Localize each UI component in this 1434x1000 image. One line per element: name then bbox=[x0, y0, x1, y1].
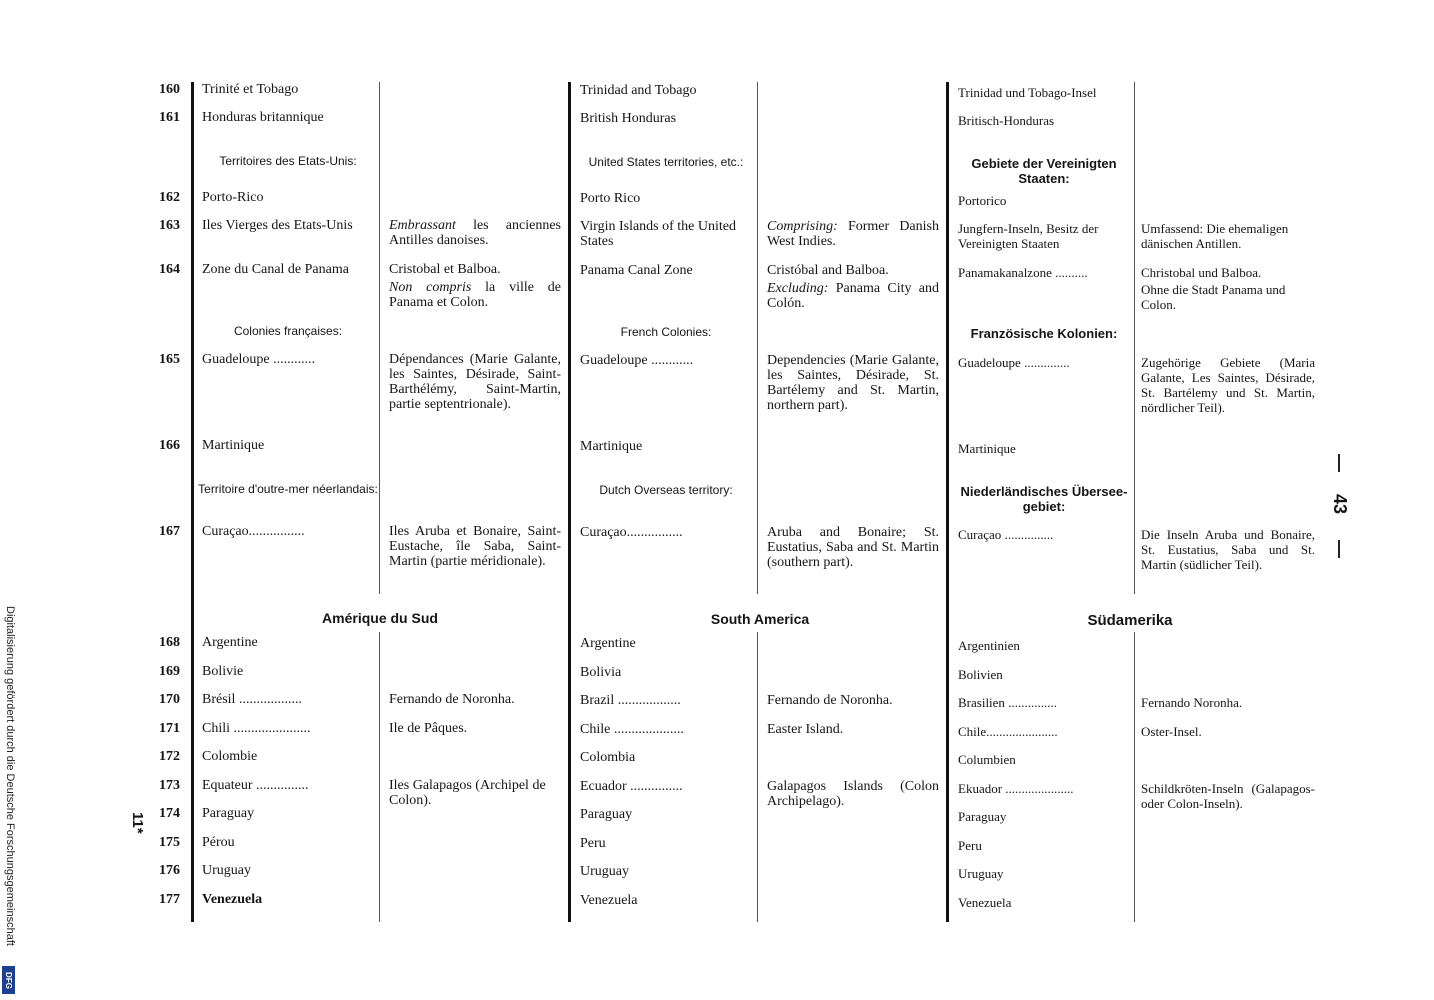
note-text: Former Danish West Indies. bbox=[767, 219, 939, 249]
note-emphasis: Excluding: bbox=[767, 281, 829, 296]
row-number: 162 bbox=[159, 190, 180, 205]
country-en: Ecuador ............... bbox=[580, 779, 683, 794]
section-heading-en: French Colonies: bbox=[620, 325, 712, 339]
country-en-text: Curaçao bbox=[580, 525, 627, 540]
country-fr: Zone du Canal de Panama bbox=[202, 262, 349, 277]
signature-mark: 11* bbox=[129, 812, 146, 834]
country-de: Chile...................... bbox=[958, 724, 1058, 739]
column-rule-en-left bbox=[568, 82, 571, 922]
note-fr: Iles Aruba et Bonaire, Saint-Eustache, île Saba, Saint-Martin (partie méridionale). bbox=[389, 524, 561, 569]
country-fr: Bolivie bbox=[202, 664, 244, 679]
note-en: Easter Island. bbox=[767, 722, 844, 737]
note-en: Cristóbal and Balboa. bbox=[767, 263, 889, 278]
country-fr: Paraguay bbox=[202, 806, 255, 821]
country-fr: Colombie bbox=[202, 749, 258, 764]
country-en-text: Ecuador bbox=[580, 779, 627, 794]
country-en: Trinidad and Tobago bbox=[580, 83, 697, 98]
column-rule-fr-left bbox=[191, 82, 194, 922]
country-de: Brasilien ............... bbox=[958, 695, 1057, 710]
country-de: Martinique bbox=[958, 441, 1016, 456]
country-en: Chile .................... bbox=[580, 722, 684, 737]
country-fr: Curaçao................ bbox=[202, 524, 305, 539]
note-text: les anciennes Antilles danoises. bbox=[389, 218, 561, 248]
region-heading-de: Südamerika bbox=[1087, 612, 1173, 629]
note-fr bbox=[389, 218, 561, 248]
row-number: 160 bbox=[159, 82, 180, 97]
row-number: 173 bbox=[159, 778, 180, 793]
country-en: Uruguay bbox=[580, 864, 629, 879]
country-en: Panama Canal Zone bbox=[580, 263, 693, 278]
page-number-rule-bottom bbox=[1338, 540, 1340, 558]
country-de: Portorico bbox=[958, 193, 1007, 208]
note-en: Dependencies (Marie Galante, les Saintes, Désirade, St. Bartélemy and St. Martin, northern part). bbox=[767, 353, 939, 413]
country-fr: Pérou bbox=[202, 835, 235, 850]
country-fr: Trinité et Tobago bbox=[202, 82, 299, 97]
note-fr: Iles Galapagos (Archipel de Colon). bbox=[389, 778, 546, 808]
country-en: Peru bbox=[580, 836, 606, 851]
country-fr: Martinique bbox=[202, 438, 265, 453]
country-en: Colombia bbox=[580, 750, 636, 765]
country-de: Jungfern-Inseln, Besitz der Vereinigten Staaten bbox=[958, 221, 1099, 251]
column-rule-de-notes-lower bbox=[1134, 632, 1135, 922]
note-text: la ville de Panama et Colon. bbox=[389, 280, 562, 310]
note-de: Zugehörige Gebiete (Maria Galante, Les Saintes, Désirade, St. Bartélemy und St. Martin, nördlicher Teil). bbox=[1141, 355, 1315, 415]
country-fr: Porto-Rico bbox=[202, 190, 264, 205]
note-en: Fernando de Noronha. bbox=[767, 693, 893, 708]
note-fr: Ile de Pâques. bbox=[389, 721, 468, 736]
country-fr: Chili ...................... bbox=[202, 721, 311, 736]
country-fr: Uruguay bbox=[202, 863, 251, 878]
note-de: Schildkröten-Inseln (Galapagos- oder Colon-Inseln). bbox=[1141, 781, 1315, 811]
note-fr: Cristobal et Balboa. bbox=[389, 262, 501, 277]
country-fr: Argentine bbox=[202, 635, 258, 650]
row-number: 164 bbox=[159, 262, 180, 277]
country-en: Guadeloupe ............ bbox=[580, 353, 694, 368]
note-de-exclusion: Ohne die Stadt Panama und Colon. bbox=[1141, 282, 1286, 312]
country-en: Venezuela bbox=[580, 893, 638, 908]
country-en: British Honduras bbox=[580, 111, 677, 126]
column-rule-fr-notes-lower bbox=[379, 632, 380, 922]
note-en bbox=[767, 219, 939, 249]
note-fr: Fernando de Noronha. bbox=[389, 692, 515, 707]
country-fr-text: Chili bbox=[202, 721, 231, 736]
column-rule-fr-notes bbox=[379, 82, 380, 594]
row-number: 170 bbox=[159, 692, 180, 707]
row-number: 174 bbox=[159, 806, 180, 821]
column-rule-de-left bbox=[946, 82, 949, 922]
note-fr: Dépendances (Marie Galante, les Saintes, Désirade, Saint-Barthélémy, Saint-Martin, partie septentrionale). bbox=[389, 352, 561, 412]
country-de: Venezuela bbox=[958, 895, 1012, 910]
country-de-text: Chile bbox=[958, 724, 987, 739]
country-fr: Equateur ............... bbox=[202, 778, 309, 793]
row-number: 169 bbox=[159, 664, 180, 679]
country-de: Curaçao ............... bbox=[958, 527, 1054, 542]
section-heading-de: Französische Kolonien: bbox=[970, 326, 1118, 341]
note-de: Christobal und Balboa. bbox=[1141, 265, 1262, 280]
country-fr: Brésil .................. bbox=[202, 692, 302, 707]
country-de-text: Guadeloupe bbox=[958, 355, 1021, 370]
country-de: Ekuador ..................... bbox=[958, 781, 1074, 796]
section-heading-fr: Colonies françaises: bbox=[233, 324, 343, 338]
country-en-text: Chile bbox=[580, 722, 611, 737]
note-emphasis: Non compris bbox=[389, 280, 472, 295]
country-de-text: Ekuador bbox=[958, 781, 1003, 796]
note-emphasis: Comprising: bbox=[767, 219, 838, 234]
column-rule-en-notes-lower bbox=[757, 632, 758, 922]
country-en: Virgin Islands of the United States bbox=[580, 219, 736, 249]
column-rule-de-notes bbox=[1134, 82, 1135, 594]
note-de: Fernando Noronha. bbox=[1141, 695, 1243, 710]
row-number: 167 bbox=[159, 524, 180, 539]
page-number: 43 bbox=[1330, 494, 1350, 515]
dfg-logo bbox=[2, 966, 15, 994]
country-de-text: Curaçao bbox=[958, 527, 1002, 542]
country-de: Trinidad und Tobago-Insel bbox=[958, 85, 1097, 100]
country-en: Bolivia bbox=[580, 665, 622, 680]
row-number: 166 bbox=[159, 438, 180, 453]
row-number: 161 bbox=[159, 110, 180, 125]
digitization-note: Digitalisierung gefördert durch die Deutsche Forschungsgemeinschaft bbox=[4, 606, 16, 946]
note-emphasis: Embrassant bbox=[389, 218, 456, 233]
country-fr-text: Curaçao bbox=[202, 524, 249, 539]
note-en-exclusion bbox=[767, 281, 939, 311]
country-en: Curaçao................ bbox=[580, 525, 683, 540]
row-number: 175 bbox=[159, 835, 180, 850]
country-fr-text: Equateur bbox=[202, 778, 253, 793]
column-rule-en-notes bbox=[757, 82, 758, 594]
note-de: Umfassend: Die ehemaligen dänischen Antillen. bbox=[1141, 221, 1289, 251]
country-de: Britisch-Honduras bbox=[958, 113, 1055, 128]
row-number: 163 bbox=[159, 218, 180, 233]
row-number: 177 bbox=[159, 892, 180, 907]
country-en: Porto Rico bbox=[580, 191, 641, 206]
section-heading-de: Gebiete der Vereinigten Staaten: bbox=[971, 156, 1117, 186]
page-number-rule-top bbox=[1338, 454, 1340, 472]
country-de: Peru bbox=[958, 838, 982, 853]
country-en-text: Brazil bbox=[580, 693, 615, 708]
row-number: 172 bbox=[159, 749, 180, 764]
country-de-text: Panamakanalzone bbox=[958, 265, 1052, 280]
note-en: Galapagos Islands (Colon Archipelago). bbox=[767, 779, 939, 809]
country-de: Guadeloupe .............. bbox=[958, 355, 1070, 370]
country-fr-text: Guadeloupe bbox=[202, 352, 270, 367]
row-number: 168 bbox=[159, 635, 180, 650]
section-heading-en: Dutch Overseas territory: bbox=[599, 483, 733, 497]
country-en: Martinique bbox=[580, 439, 643, 454]
row-number: 176 bbox=[159, 863, 180, 878]
country-de: Columbien bbox=[958, 752, 1016, 767]
dfg-logo-text: DFG bbox=[4, 971, 14, 989]
note-text: Panama City and Colón. bbox=[767, 281, 939, 311]
section-heading-de: Niederländisches Übersee-gebiet: bbox=[960, 484, 1128, 514]
country-en: Paraguay bbox=[580, 807, 633, 822]
country-de: Panamakanalzone .......... bbox=[958, 265, 1088, 280]
country-en-text: Guadeloupe bbox=[580, 353, 648, 368]
note-en: Aruba and Bonaire; St. Eustatius, Saba and St. Martin (southern part). bbox=[767, 525, 939, 570]
section-heading-fr: Territoire d'outre-mer néerlandais: bbox=[198, 482, 378, 496]
row-number: 171 bbox=[159, 721, 180, 736]
section-heading-en: United States territories, etc.: bbox=[588, 155, 744, 169]
country-fr-text: Brésil bbox=[202, 692, 236, 707]
country-fr: Guadeloupe ............ bbox=[202, 352, 316, 367]
region-heading-fr: Amérique du Sud bbox=[322, 610, 438, 626]
note-de: Oster-Insel. bbox=[1141, 724, 1202, 739]
country-de: Bolivien bbox=[958, 667, 1003, 682]
country-de-text: Brasilien bbox=[958, 695, 1005, 710]
country-de: Argentinien bbox=[958, 638, 1020, 653]
region-heading-en: South America bbox=[710, 611, 810, 627]
country-en: Argentine bbox=[580, 636, 636, 651]
note-fr-exclusion bbox=[389, 280, 561, 310]
country-de: Uruguay bbox=[958, 866, 1004, 881]
row-number: 165 bbox=[159, 352, 180, 367]
section-heading-fr: Territoires des Etats-Unis: bbox=[219, 154, 357, 168]
country-fr: Honduras britannique bbox=[202, 110, 324, 125]
country-fr: Iles Vierges des Etats-Unis bbox=[202, 218, 353, 233]
note-de: Die Inseln Aruba und Bonaire, St. Eustatius, Saba und St. Martin (südlicher Teil). bbox=[1141, 527, 1315, 572]
country-de: Paraguay bbox=[958, 809, 1007, 824]
country-fr: Venezuela bbox=[202, 892, 263, 907]
country-en: Brazil .................. bbox=[580, 693, 681, 708]
